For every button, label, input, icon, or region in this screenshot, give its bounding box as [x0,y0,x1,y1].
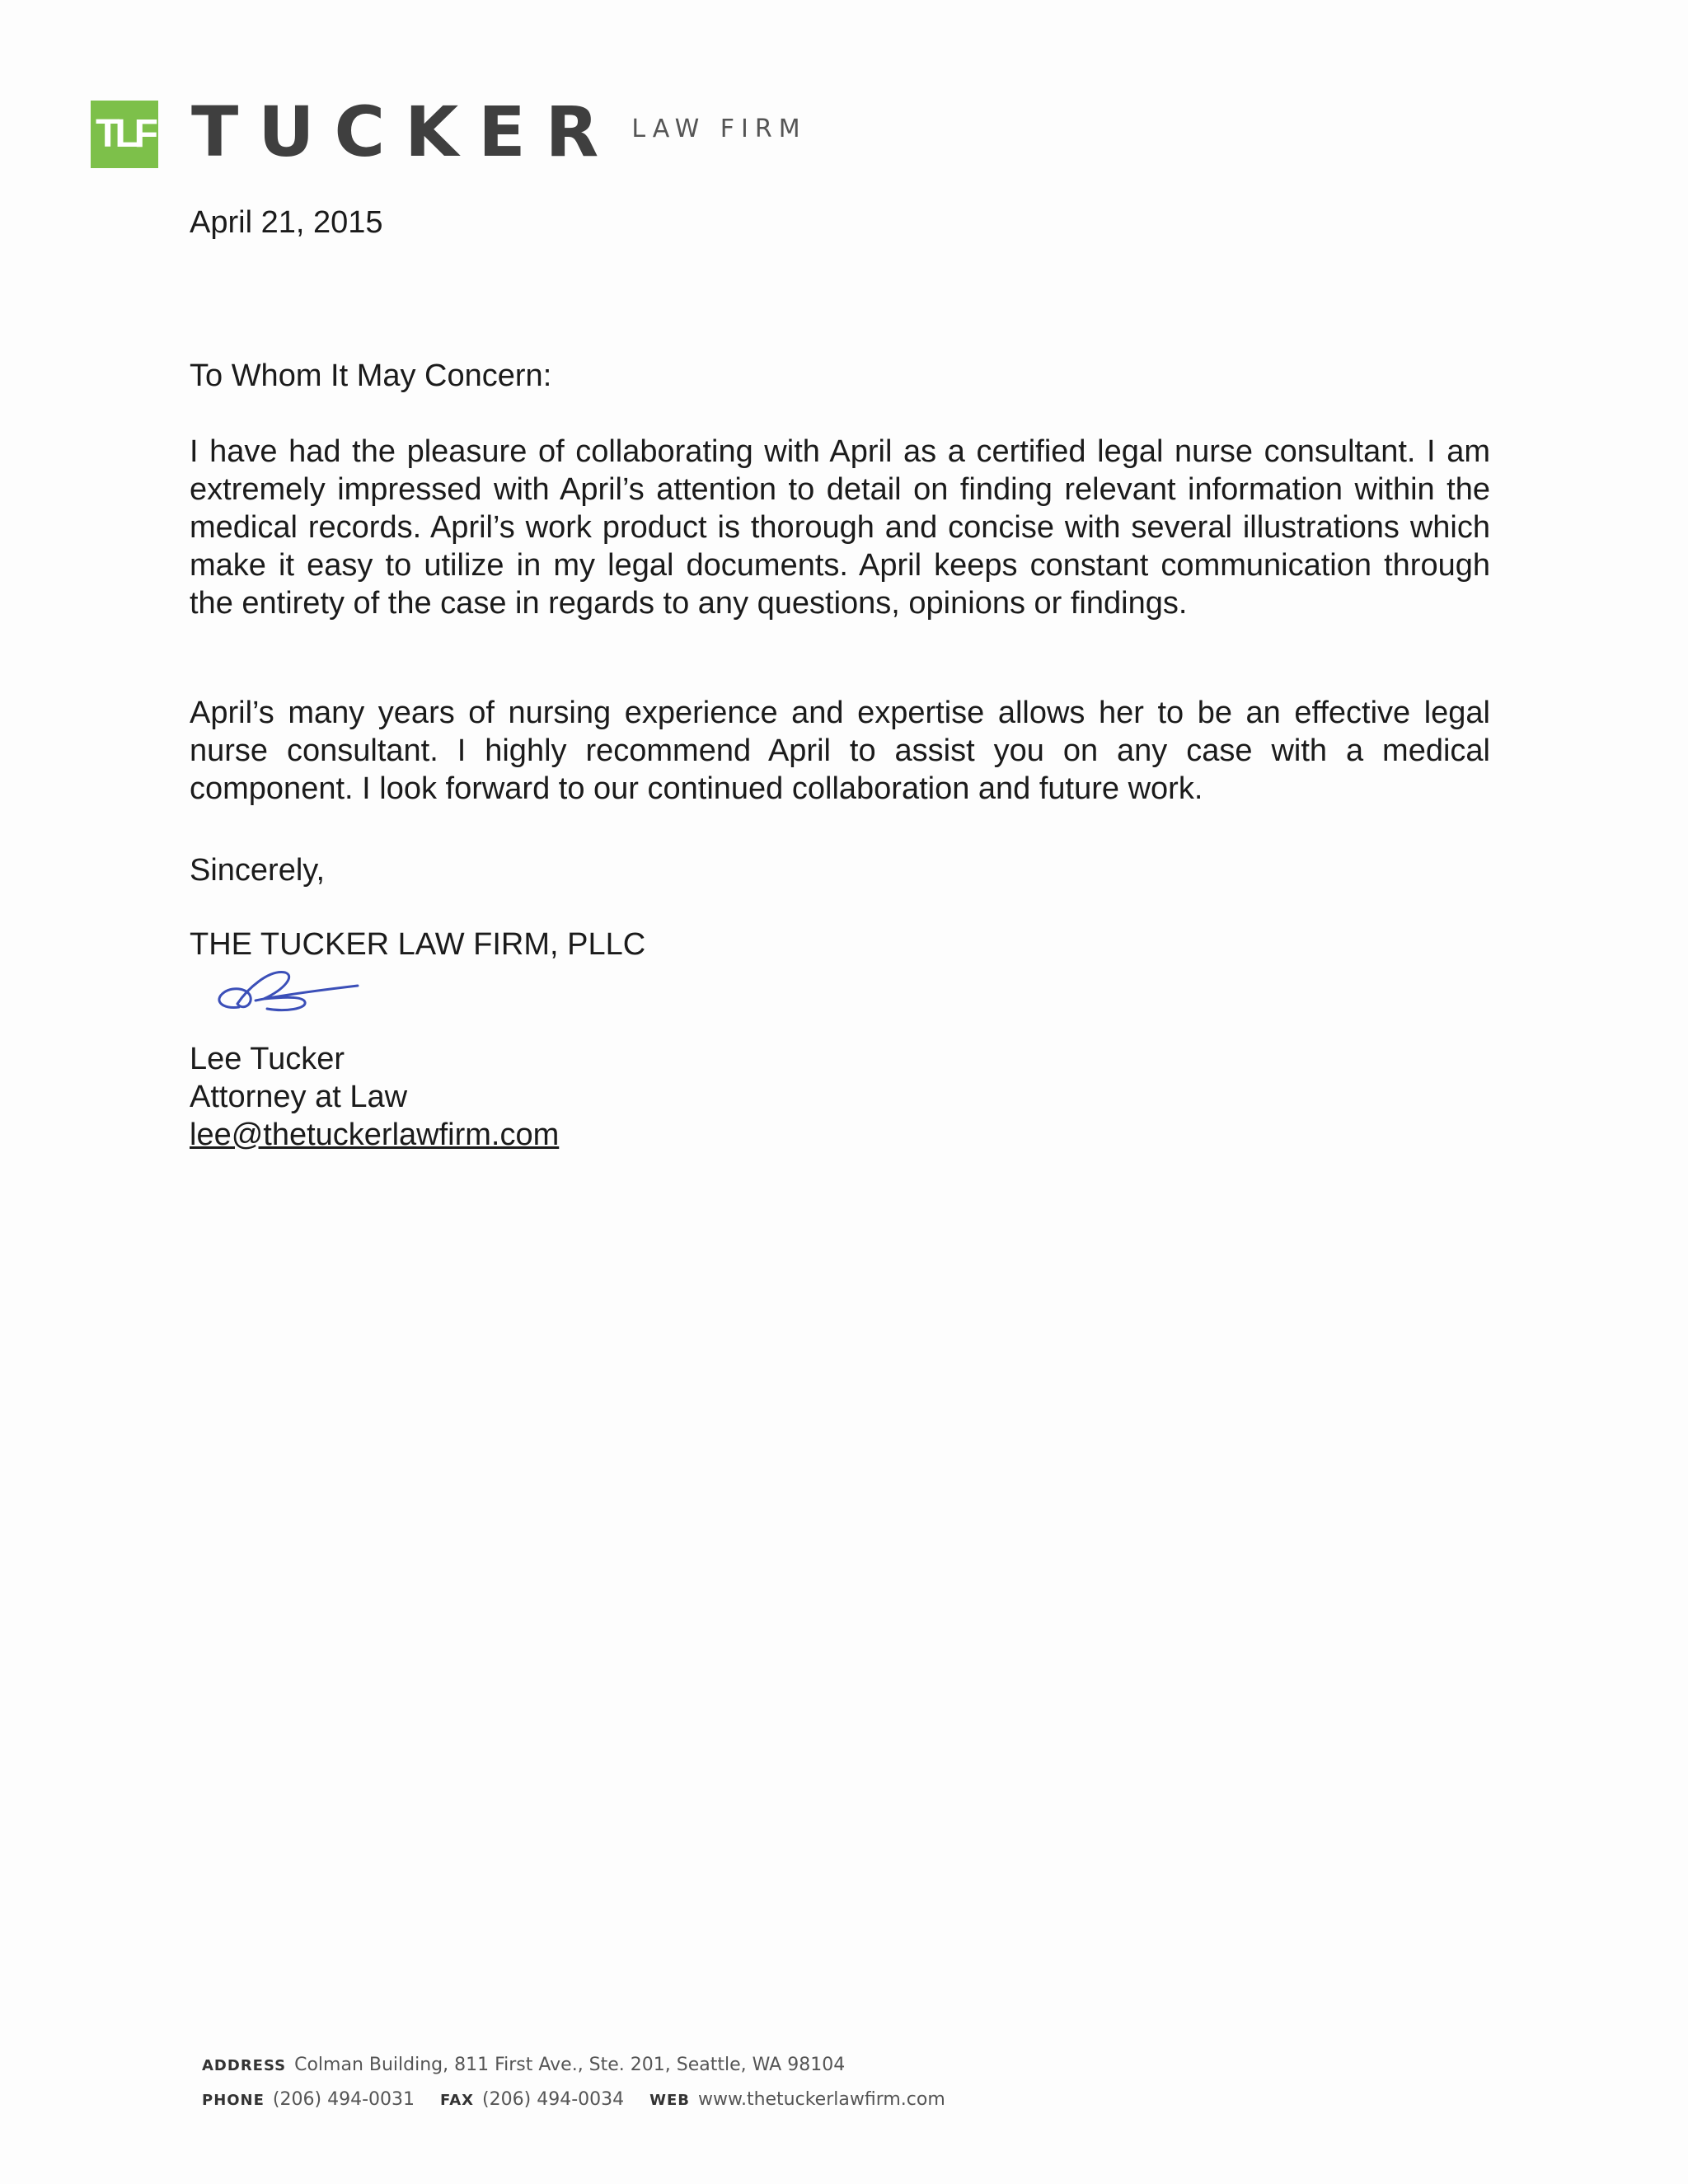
footer-contact-row [202,2091,965,2109]
phone-label: PHONE [202,2092,265,2109]
address-value: Colman Building, 811 First Ave., Ste. 201, Seattle, WA 98104 [294,2055,846,2075]
handwritten-signature [206,964,371,1022]
fax-value: (206) 494-0034 [482,2089,625,2110]
firm-logo-mark: TLF [91,101,158,168]
address-label: ADDRESS [202,2057,287,2074]
closing: Sincerely, [190,853,326,888]
letterhead [91,91,807,175]
signer-name: Lee Tucker [190,1042,345,1076]
footer-address-row [202,2056,865,2074]
phone-value: (206) 494-0031 [272,2089,415,2110]
signer-title: Attorney at Law [190,1080,408,1114]
firm-signature-line: THE TUCKER LAW FIRM, PLLC [190,927,646,962]
body-paragraph-2: April’s many years of nursing experience and expertise allows her to be an effective legal nurse consultant. I highly recommend April to assist you on any case with a medical component. I look forward to our continued collaboration and future work. [190,696,1490,806]
body-paragraph-1: I have had the pleasure of collaborating with April as a certified legal nurse consultant. I am extremely impressed with April’s attention to detail on finding relevant information within the medical records. April’s work product is thorough and concise with several illustrations which make it easy to utilize in my legal documents. April keeps constant communication through the entirety of the case in regards to any questions, opinions or findings. [190,434,1490,621]
signer-email-link[interactable]: lee@thetuckerlawfirm.com [190,1118,560,1152]
letter-date: April 21, 2015 [190,205,383,240]
salutation: To Whom It May Concern: [190,359,552,393]
fax-label: FAX [440,2092,475,2109]
firm-name: TUCKER [191,91,619,172]
web-link[interactable]: www.thetuckerlawfirm.com [698,2089,945,2110]
firm-suffix: LAW FIRM [631,115,807,143]
web-label: WEB [649,2092,690,2109]
